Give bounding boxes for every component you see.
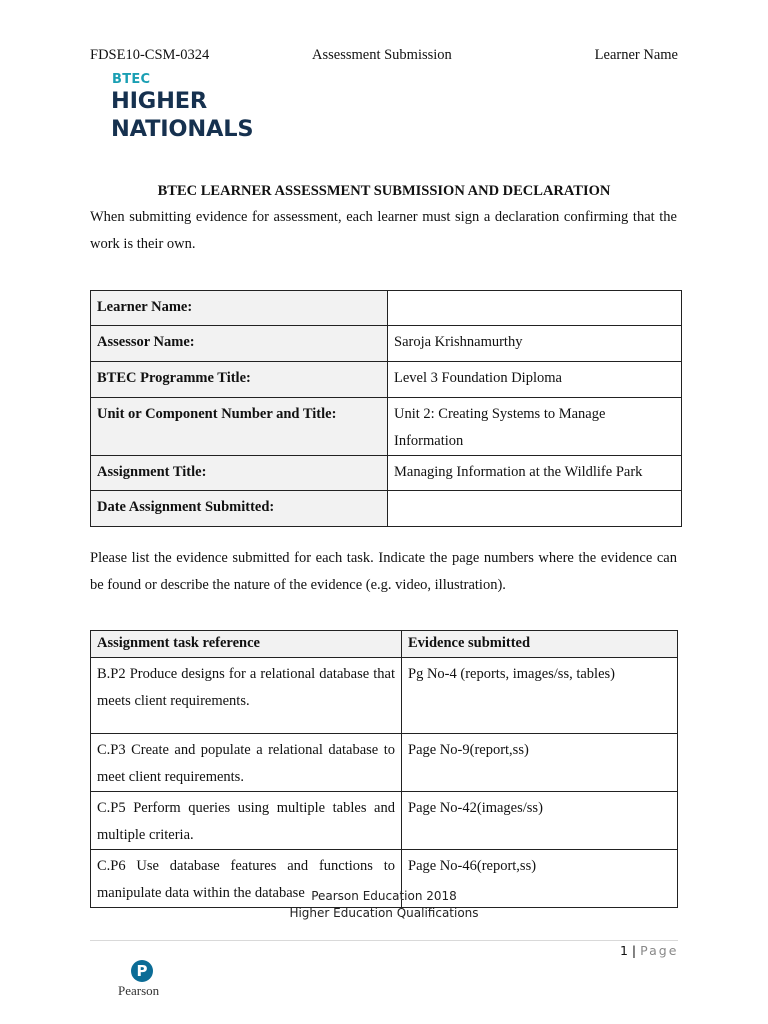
details-table <box>90 290 682 527</box>
column-header-evidence: Evidence submitted <box>402 631 678 658</box>
date-submitted-value[interactable] <box>388 491 682 527</box>
table-row <box>91 398 682 456</box>
evidence-intro: Please list the evidence submitted for each task. Indicate the page numbers where the evidence can be found or describe the nature of the evidence (e.g. video, illustration). <box>90 550 677 593</box>
footer-qualifications: Higher Education Qualifications <box>289 906 479 920</box>
date-submitted-label: Date Assignment Submitted: <box>91 491 388 527</box>
page-separator: | <box>627 943 641 958</box>
table-row <box>91 491 682 527</box>
task-cell: C.P5 Perform queries using multiple tables and multiple criteria. <box>91 792 402 850</box>
logo-higher: HIGHER <box>111 88 207 114</box>
unit-title-value: Unit 2: Creating Systems to Manage Information <box>388 398 682 456</box>
header-title: Assessment Submission <box>312 47 452 63</box>
pearson-logo-text: Pearson <box>118 983 160 998</box>
table-row <box>91 326 682 362</box>
assignment-title-value: Managing Information at the Wildlife Park <box>388 456 682 491</box>
evidence-cell: Pg No-4 (reports, images/ss, tables) <box>402 658 678 734</box>
table-row <box>91 362 682 398</box>
task-cell: B.P2 Produce designs for a relational database that meets client requirements. <box>91 658 402 734</box>
page-number <box>620 943 678 958</box>
task-cell: C.P6 Use database features and functions to manipulate data within the database <box>91 850 402 908</box>
table-row <box>91 734 678 792</box>
evidence-table <box>90 630 678 908</box>
column-header-task: Assignment task reference <box>91 631 402 658</box>
programme-title-label: BTEC Programme Title: <box>91 362 388 398</box>
footer-publisher: Pearson Education 2018 <box>311 889 457 903</box>
learner-name-label: Learner Name: <box>91 291 388 326</box>
table-row <box>91 792 678 850</box>
evidence-cell: Page No-46(report,ss) <box>402 850 678 908</box>
page-title: BTEC LEARNER ASSESSMENT SUBMISSION AND DECLARATION <box>157 183 611 199</box>
programme-title-value: Level 3 Foundation Diploma <box>388 362 682 398</box>
table-row <box>91 456 682 491</box>
table-row <box>91 658 678 734</box>
assignment-title-label: Assignment Title: <box>91 456 388 491</box>
table-row <box>91 291 682 326</box>
header-code: FDSE10-CSM-0324 <box>90 47 210 63</box>
footer-divider <box>90 940 678 941</box>
unit-title-label: Unit or Component Number and Title: <box>91 398 388 456</box>
header-learner-name: Learner Name <box>594 47 678 63</box>
assessor-name-label: Assessor Name: <box>91 326 388 362</box>
table-header-row <box>91 631 678 658</box>
logo-btec: BTEC <box>112 72 151 87</box>
task-cell: C.P3 Create and populate a relational database to meet client requirements. <box>91 734 402 792</box>
pearson-logo-icon: P <box>131 960 153 982</box>
page-word: Page <box>640 943 679 958</box>
evidence-cell: Page No-9(report,ss) <box>402 734 678 792</box>
logo-nationals: NATIONALS <box>111 116 254 142</box>
learner-name-value[interactable] <box>388 291 682 326</box>
evidence-cell: Page No-42(images/ss) <box>402 792 678 850</box>
page-number-value: 1 <box>620 943 628 958</box>
intro-paragraph: When submitting evidence for assessment, each learner must sign a declaration confirming that the work is their own. <box>90 209 677 252</box>
assessor-name-value: Saroja Krishnamurthy <box>388 326 682 362</box>
